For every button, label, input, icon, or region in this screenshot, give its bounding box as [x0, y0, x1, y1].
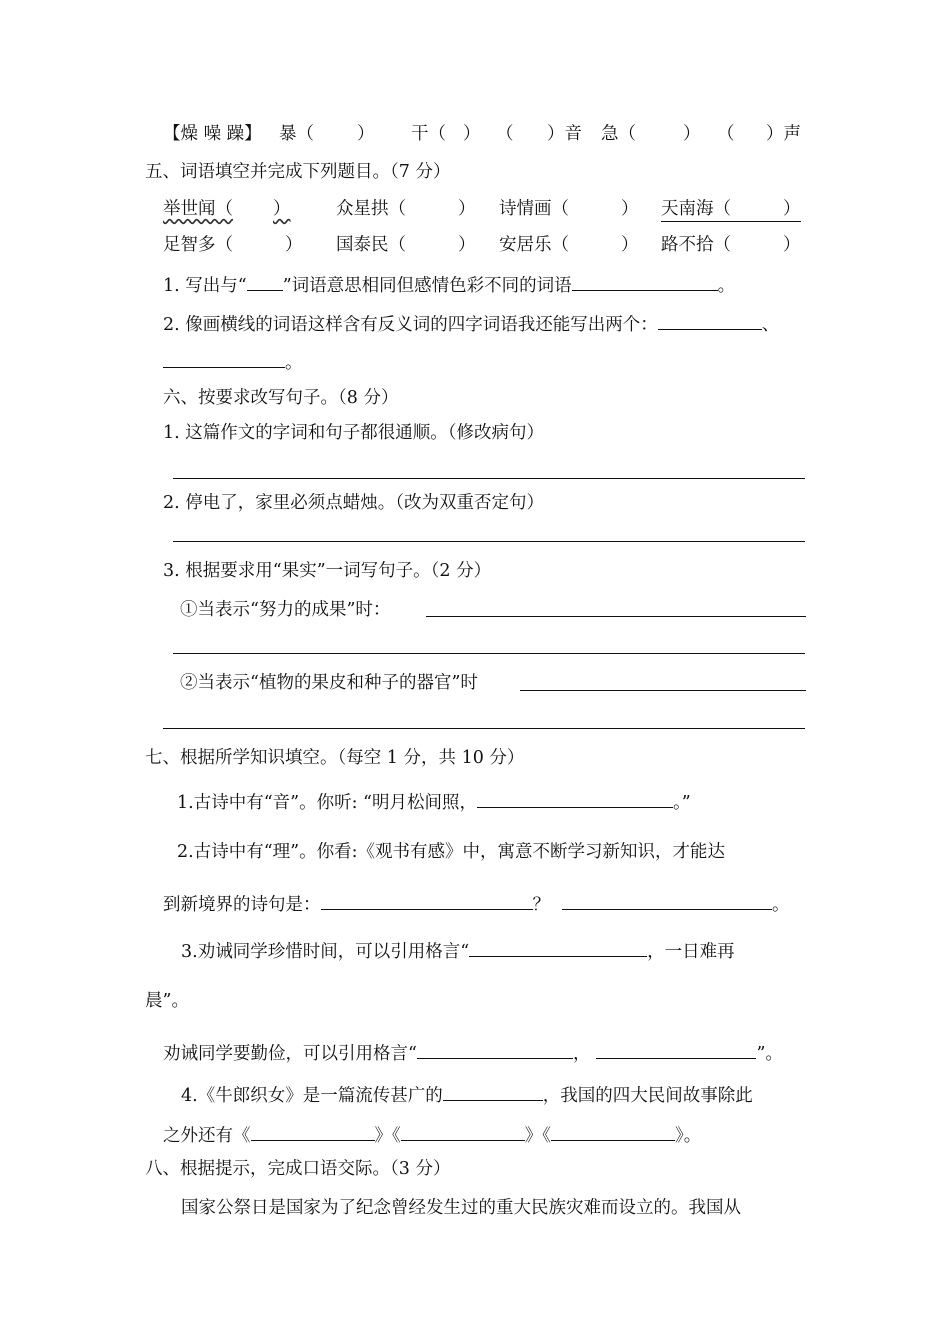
- idiom-2: [336, 197, 476, 221]
- s6-question-3a: [180, 598, 390, 622]
- section6-heading: 六、按要求改写句子。（8 分）: [163, 388, 399, 408]
- s7-question-3: [181, 938, 735, 964]
- idiom-text: 诗情画（: [499, 199, 569, 219]
- s6-question-2: 2. 停电了，家里必须点蜡烛。（改为双重否定句）: [163, 493, 545, 513]
- q-text: 1. 写出与“: [163, 276, 247, 296]
- q-text: ②当表示“植物的果皮和种子的器官”时: [180, 673, 478, 693]
- section7-heading: 七、根据所学知识填空。（每空 1 分，共 10 分）: [145, 748, 525, 768]
- idiom-text: 安居乐（: [499, 235, 569, 255]
- answer-blank[interactable]: [251, 1122, 375, 1141]
- answer-blank[interactable]: [163, 349, 285, 368]
- answer-blank[interactable]: [477, 789, 673, 808]
- answer-line[interactable]: [520, 690, 806, 691]
- idiom-text: 路不拾（: [661, 235, 731, 255]
- idiom-text: 足智多（: [163, 235, 233, 255]
- word-part: 暴（: [279, 124, 314, 144]
- answer-blank[interactable]: [658, 311, 762, 330]
- s5-question-2: [163, 311, 779, 337]
- answer-line[interactable]: [173, 478, 805, 479]
- word-part: （: [496, 124, 514, 144]
- answer-line[interactable]: [163, 728, 805, 729]
- s7-question-4: [181, 1082, 753, 1108]
- idiom-close: ）: [783, 199, 801, 219]
- q-text: 》。: [675, 1126, 702, 1146]
- idiom-close: ）: [458, 235, 476, 255]
- q-text: 之外还有《: [163, 1126, 251, 1146]
- idiom-close: ）: [783, 235, 801, 255]
- q-text: 、: [761, 315, 780, 335]
- q-text: 1.古诗中有“音”。你听: “明月松间照，: [177, 793, 477, 813]
- idiom-close: ）: [285, 235, 303, 255]
- idiom-5: [163, 233, 303, 257]
- char-group: 【燥 噪 躁】: [163, 124, 262, 144]
- answer-blank[interactable]: [417, 1040, 573, 1059]
- section8-heading: 八、根据提示，完成口语交际。（3 分）: [145, 1159, 451, 1179]
- s6-question-3b: [180, 671, 478, 695]
- answer-line[interactable]: [426, 616, 806, 617]
- q-text: ？: [532, 895, 550, 915]
- answer-blank[interactable]: [572, 272, 718, 291]
- q-text: 3.劝诫同学珍惜时间，可以引用格言“: [181, 942, 470, 962]
- q-text: 2. 像画横线的词语这样含有反义词的四字词语我还能写出两个：: [163, 315, 658, 335]
- word-part: ）: [463, 124, 481, 144]
- answer-blank[interactable]: [551, 1122, 675, 1141]
- q-text: 。: [285, 353, 303, 373]
- q-text: 到新境界的诗句是：: [163, 895, 321, 915]
- q-text: ”词语意思相同但感情色彩不同的词语: [282, 276, 572, 296]
- q-text: ，: [572, 1044, 591, 1064]
- s7-question-2-cont: [163, 891, 790, 917]
- idiom-8: [661, 233, 801, 257]
- s7-question-3-cont: 晨”。: [145, 991, 189, 1011]
- answer-blank[interactable]: [469, 938, 647, 957]
- section5-heading: 五、词语填空并完成下列题目。（7 分）: [145, 162, 451, 182]
- word-part: 急（: [601, 124, 636, 144]
- s6-question-1: 1. 这篇作文的字词和句子都很通顺。（修改病句）: [163, 423, 545, 443]
- q-text: ①当表示“努力的成果”时：: [180, 600, 391, 620]
- word-part: ）: [357, 124, 375, 144]
- q-text: 。: [717, 276, 736, 296]
- answer-blank[interactable]: [596, 1040, 756, 1059]
- answer-blank[interactable]: [321, 891, 533, 910]
- idiom-text: 众星拱（: [336, 199, 406, 219]
- idiom-6: [336, 233, 476, 257]
- q-text: 》《: [374, 1126, 401, 1146]
- answer-blank[interactable]: [443, 1082, 543, 1101]
- s5-question-2-cont: [163, 349, 303, 375]
- idiom-text: 举世闻（: [163, 199, 233, 219]
- answer-blank[interactable]: [401, 1122, 525, 1141]
- short-blank[interactable]: [247, 276, 283, 291]
- q-text: ，我国的四大民间故事除此: [542, 1086, 753, 1106]
- answer-line[interactable]: [173, 653, 805, 654]
- idiom-close: ）: [621, 199, 639, 219]
- s7-question-2: 2.古诗中有“理”。你看:《观书有感》中，寓意不断学习新知识，才能达: [177, 842, 725, 862]
- idiom-close: ）: [621, 235, 639, 255]
- word-part: 干（: [411, 124, 446, 144]
- q-text: 4.《牛郎织女》是一篇流传甚广的: [181, 1086, 443, 1106]
- idiom-close: ）: [273, 199, 291, 219]
- q-text: 。: [772, 895, 790, 915]
- word-part: （: [717, 124, 735, 144]
- idiom-close: ）: [458, 199, 476, 219]
- idiom-7: [499, 233, 639, 257]
- s8-paragraph: 国家公祭日是国家为了纪念曾经发生过的重大民族灾难而设立的。我国从: [181, 1198, 741, 1218]
- idiom-4: [661, 197, 801, 222]
- word-part: ）声: [766, 124, 801, 144]
- q-text: 。”: [673, 793, 691, 813]
- s7-question-4-cont: [163, 1122, 701, 1148]
- s6-question-3: 3. 根据要求用“果实”一词写句子。（2 分）: [163, 561, 492, 581]
- q-text: 》《: [524, 1126, 551, 1146]
- idiom-1: [163, 197, 291, 221]
- s7-question-1: [177, 789, 691, 815]
- idiom-text: 国泰民（: [336, 235, 406, 255]
- answer-line[interactable]: [173, 541, 805, 542]
- word-part: ）: [683, 124, 701, 144]
- s7-question-3c: [163, 1040, 783, 1066]
- idiom-text: 天南海（: [661, 199, 731, 219]
- word-part: ）音: [547, 124, 582, 144]
- s5-question-1: [163, 272, 735, 298]
- q-text: ，一日难再: [647, 942, 735, 962]
- q-text: ”。: [756, 1044, 783, 1064]
- idiom-3: [499, 197, 639, 221]
- q-text: 劝诫同学要勤俭，可以引用格言“: [163, 1044, 417, 1064]
- answer-blank[interactable]: [562, 891, 772, 910]
